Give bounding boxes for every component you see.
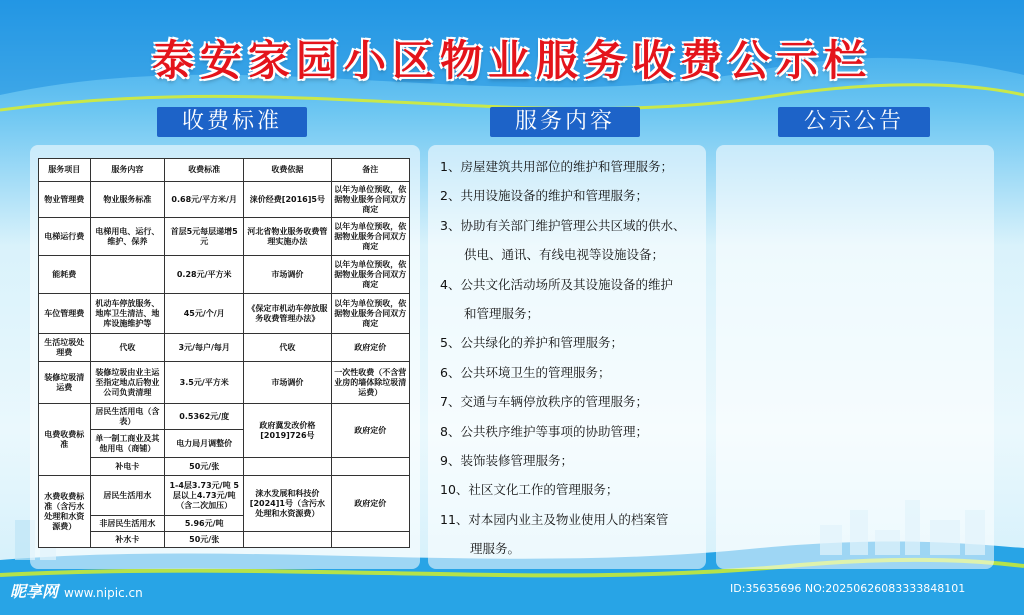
col-header: 收费依据: [244, 159, 331, 182]
table-cell: 河北省物业服务收费管理实施办法: [244, 218, 331, 256]
table-row: [39, 362, 410, 404]
table-cell: 0.68元/平方米/月: [165, 182, 244, 218]
table-cell: [331, 532, 409, 548]
table-cell: 补水卡: [90, 532, 165, 548]
table-cell: 50元/张: [165, 458, 244, 476]
list-item: 7、交通与车辆停放秩序的管理服务；: [440, 394, 648, 410]
table-cell: 电力局月调整价: [165, 430, 244, 458]
table-cell: 涞水发展和科技价[2024]1号（含污水处理和水资源费）: [244, 476, 331, 532]
col-header: 服务项目: [39, 159, 91, 182]
table-cell: 政府定价: [331, 404, 409, 458]
table-cell: 生活垃圾处理费: [39, 334, 91, 362]
table-cell: [331, 458, 409, 476]
notice-panel: [716, 145, 994, 569]
table-row: [39, 334, 410, 362]
table-cell: 电梯用电、运行、维护、保养: [90, 218, 165, 256]
table-cell: 《保定市机动车停放服务收费管理办法》: [244, 294, 331, 334]
list-item: 6、公共环境卫生的管理服务；: [440, 364, 611, 380]
section-header-services: 服务内容: [490, 107, 640, 137]
table-cell: 居民生活用电（含表）: [90, 404, 165, 430]
table-cell: 首层5元每层递增5元: [165, 218, 244, 256]
table-cell: 物业管理费: [39, 182, 91, 218]
list-item: 1、房屋建筑共用部位的维护和管理服务；: [440, 159, 673, 174]
table-cell: 市场调价: [244, 256, 331, 294]
table-cell: 物业服务标准: [90, 182, 165, 218]
table-cell: 代收: [90, 334, 165, 362]
list-item: 10、社区文化工作的管理服务；: [440, 482, 619, 498]
table-cell: 0.5362元/度: [165, 404, 244, 430]
table-cell: 政府定价: [331, 334, 409, 362]
list-item: 11、对本园内业主及物业使用人的档案管: [440, 511, 669, 527]
table-cell: 补电卡: [90, 458, 165, 476]
watermark-url: www.nipic.cn: [64, 586, 143, 600]
section-header-fees: 收费标准: [157, 107, 307, 137]
section-header-notice: 公示公告: [778, 107, 930, 137]
table-cell: 以年为单位预收，依据物业服务合同双方商定: [331, 256, 409, 294]
table-cell: 非居民生活用水: [90, 516, 165, 532]
table-cell: 45元/个/月: [165, 294, 244, 334]
table-row: [39, 182, 410, 218]
table-row: [39, 218, 410, 256]
table-cell: 市场调价: [244, 362, 331, 404]
table-row: [39, 294, 410, 334]
table-cell: 居民生活用水: [90, 476, 165, 516]
table-row: [39, 404, 410, 430]
watermark-id: ID:35635696 NO:20250626083333848101: [730, 582, 966, 595]
col-header: 备注: [331, 159, 409, 182]
table-cell: 装修垃圾清运费: [39, 362, 91, 404]
services-list: [440, 152, 705, 563]
watermark-logo-text: 昵享网: [10, 582, 59, 601]
fee-table: [38, 158, 410, 548]
list-item: 3、协助有关部门维护管理公共区域的供水、: [440, 217, 686, 233]
table-cell: 以年为单位预收，依据物业服务合同双方商定: [331, 218, 409, 256]
list-item: 5、公共绿化的养护和管理服务；: [440, 335, 623, 351]
table-cell: 以年为单位预收，依据物业服务合同双方商定: [331, 182, 409, 218]
list-item: 4、公共文化活动场所及其设施设备的维护: [440, 276, 673, 292]
table-cell: 单一制工商业及其他用电（商铺）: [90, 430, 165, 458]
table-cell: 政府冀发改价格[2019]726号: [244, 404, 331, 458]
table-header-row: [39, 159, 410, 182]
table-cell: 车位管理费: [39, 294, 91, 334]
list-item: 和管理服务；: [464, 305, 540, 321]
table-cell: [244, 532, 331, 548]
table-cell: [90, 256, 165, 294]
table-cell: 水费收费标准（含污水处理和水资源费）: [39, 476, 91, 548]
table-cell: 政府定价: [331, 476, 409, 532]
table-row: [39, 458, 410, 476]
list-item: 2、共用设施设备的维护和管理服务；: [440, 188, 648, 204]
table-cell: 能耗费: [39, 256, 91, 294]
page-title: 泰安家园小区物业服务收费公示栏: [151, 36, 872, 85]
list-item: 8、公共秩序维护等事项的协助管理；: [440, 423, 648, 439]
col-header: 收费标准: [165, 159, 244, 182]
table-cell: 涞价经费[2016]5号: [244, 182, 331, 218]
table-cell: 电梯运行费: [39, 218, 91, 256]
table-cell: 电费收费标准: [39, 404, 91, 476]
table-cell: 1-4层3.73元/吨 5层以上4.73元/吨（含二次加压）: [165, 476, 244, 516]
table-cell: 装修垃圾由业主运至指定地点后物业公司负责清理: [90, 362, 165, 404]
table-row: [39, 256, 410, 294]
table-cell: 一次性收费（不含营业房的墙体除垃圾清运费）: [331, 362, 409, 404]
table-cell: 3.5元/平方米: [165, 362, 244, 404]
table-cell: 代收: [244, 334, 331, 362]
table-cell: 50元/张: [165, 532, 244, 548]
table-row: [39, 532, 410, 548]
watermark-logo: [10, 579, 143, 602]
list-item: 理服务。: [470, 541, 521, 557]
table-cell: 3元/每户/每月: [165, 334, 244, 362]
list-item: 供电、通讯、有线电视等设施设备；: [464, 247, 665, 263]
table-row: [39, 476, 410, 516]
table-cell: 5.96元/吨: [165, 516, 244, 532]
col-header: 服务内容: [90, 159, 165, 182]
table-cell: 机动车停放服务、地库卫生清洁、地库设施维护等: [90, 294, 165, 334]
table-cell: 0.28元/平方米: [165, 256, 244, 294]
table-cell: [244, 458, 331, 476]
table-cell: 以年为单位预收，依据物业服务合同双方商定: [331, 294, 409, 334]
list-item: 9、装饰装修管理服务；: [440, 452, 573, 468]
